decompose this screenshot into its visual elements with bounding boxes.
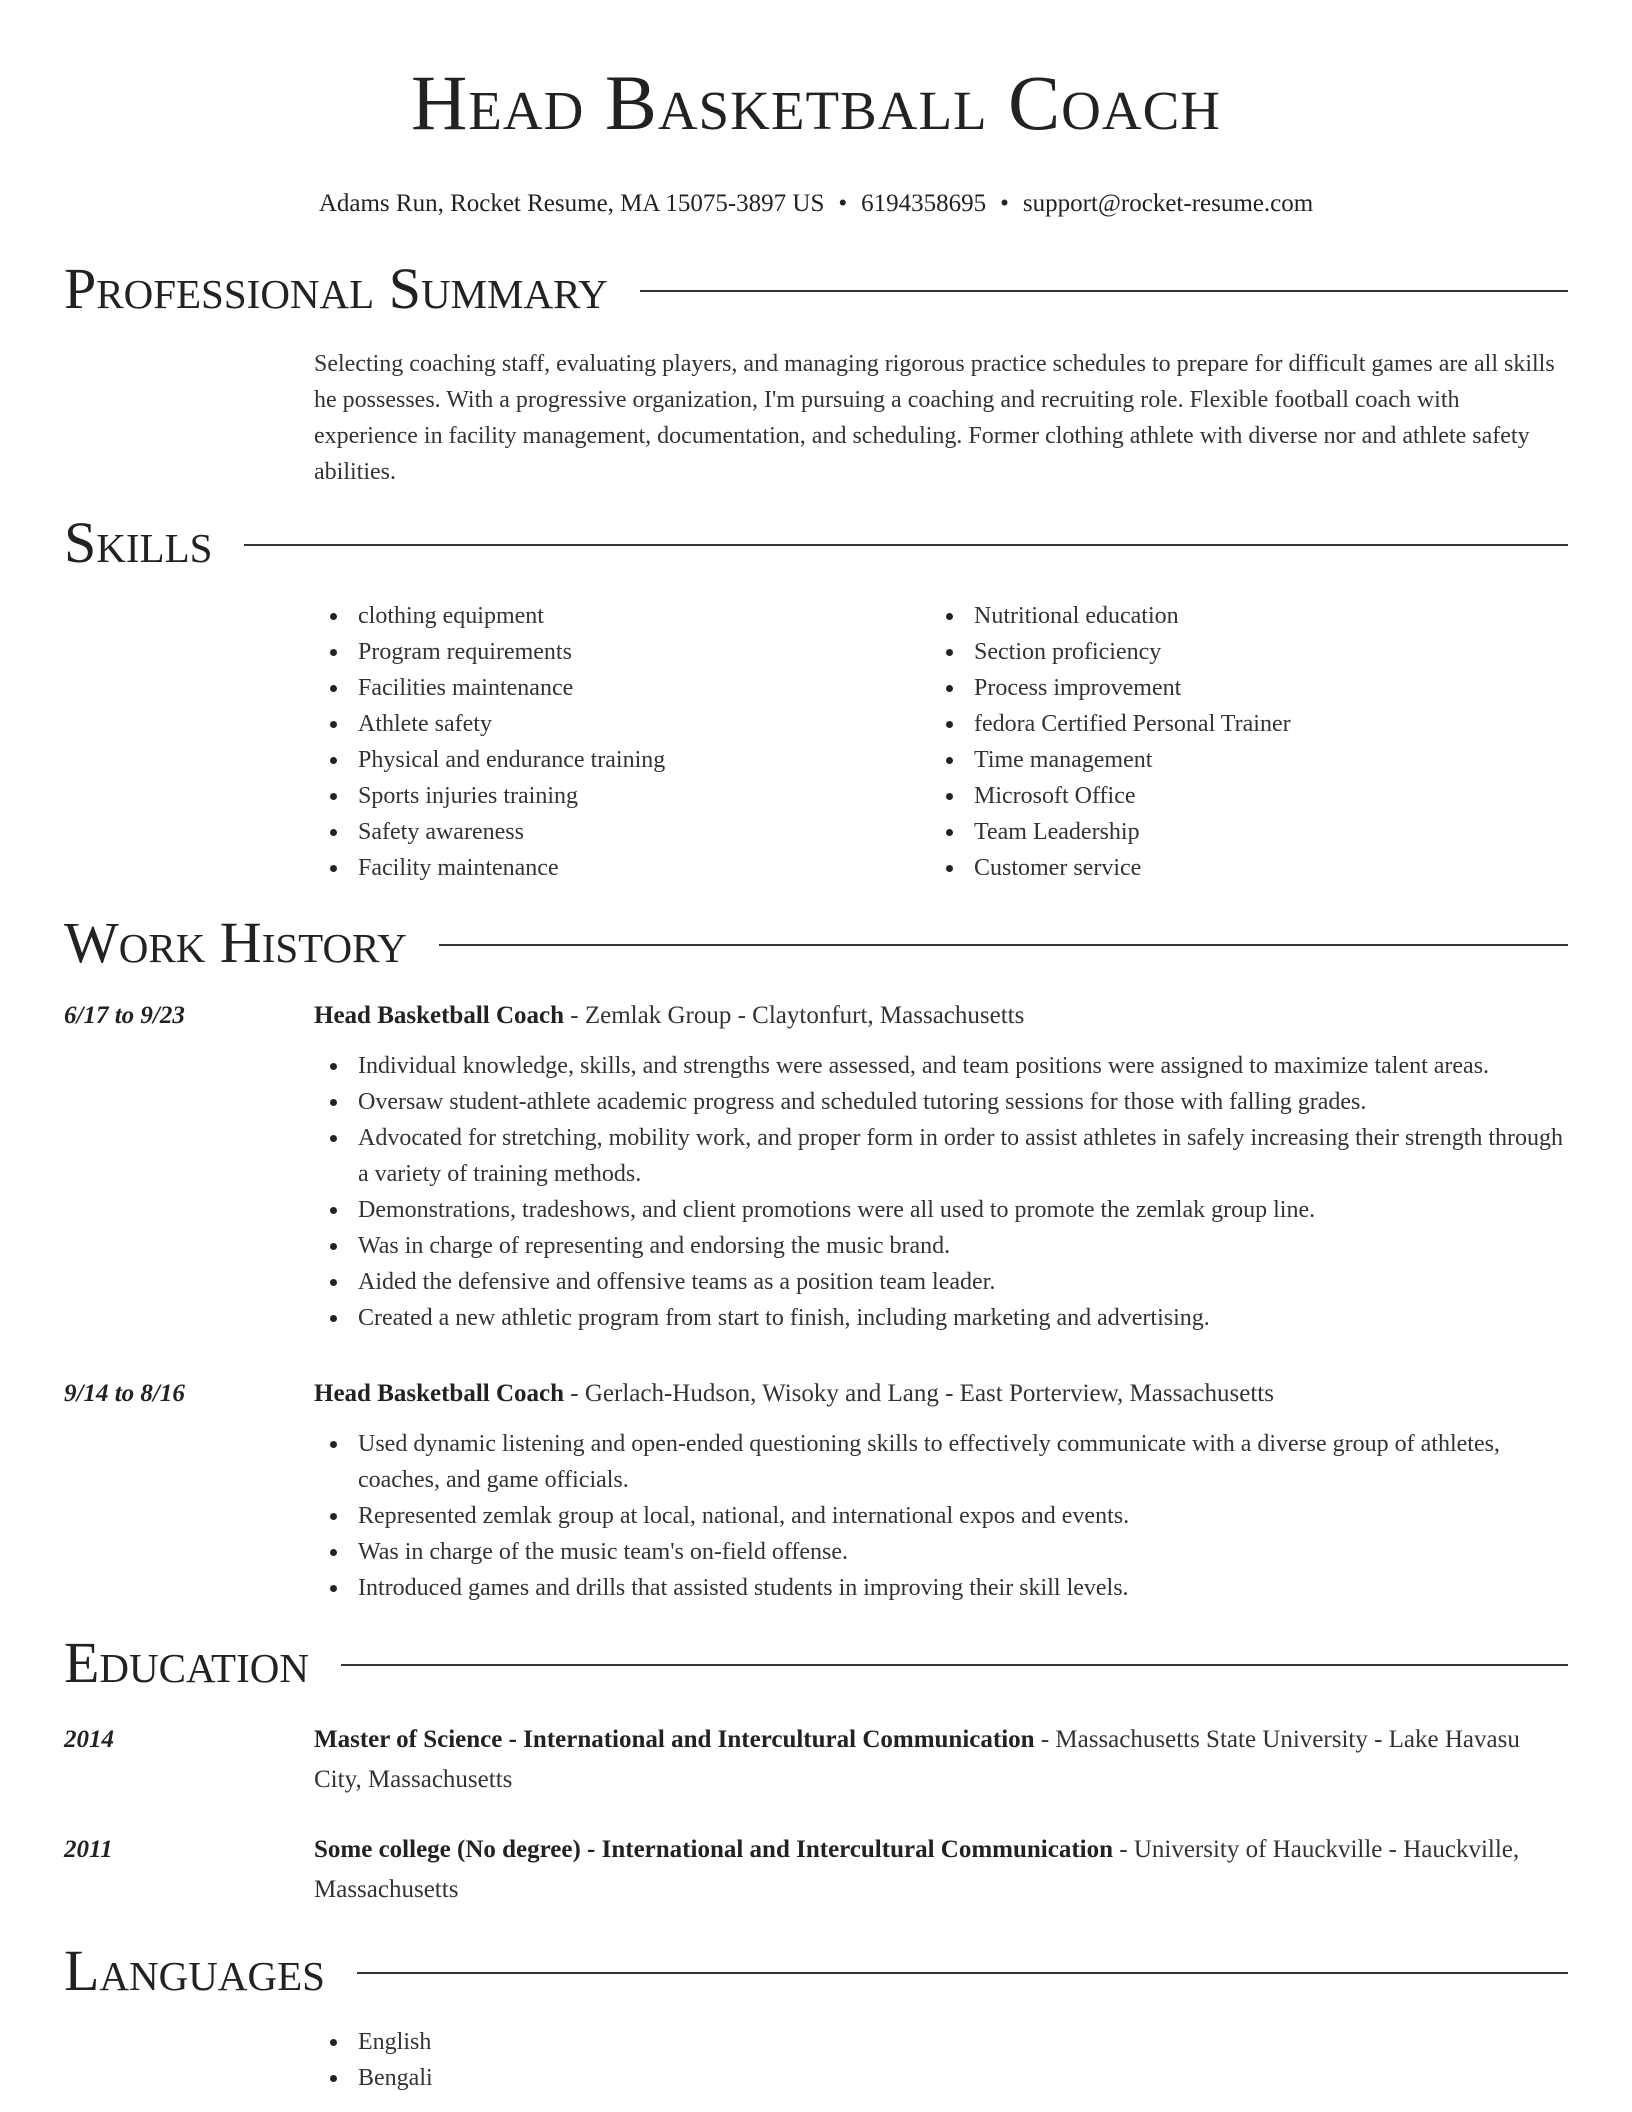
- skill-item: clothing equipment: [314, 598, 930, 634]
- skill-item: Customer service: [930, 850, 1546, 886]
- duty-item: Oversaw student-athlete academic progress and scheduled tutoring sessions for those with falling grades.: [314, 1084, 1568, 1120]
- skill-item: Athlete safety: [314, 706, 930, 742]
- skill-item: fedora Certified Personal Trainer: [930, 706, 1546, 742]
- skill-item: Facility maintenance: [314, 850, 930, 886]
- skills-list: [314, 598, 1568, 886]
- work-section-header: [64, 908, 1568, 978]
- job-title: Head Basketball Coach: [314, 1380, 565, 1407]
- duty-item: Used dynamic listening and open-ended questioning skills to effectively communicate with a diverse group of athletes, coaches, and game officials.: [314, 1426, 1568, 1498]
- job-entry: [64, 1374, 1568, 1606]
- work-history: [64, 996, 1568, 1606]
- section-title-summary: Professional Summary: [64, 256, 608, 321]
- education-line: [314, 1720, 1568, 1800]
- job-title-line: [314, 1374, 1568, 1414]
- section-divider: [640, 290, 1568, 292]
- section-divider: [357, 1972, 1568, 1974]
- education-entry: [64, 1830, 1568, 1910]
- section-divider: [244, 544, 1568, 546]
- degree: Some college (No degree) - International and Intercultural Communication: [314, 1836, 1113, 1863]
- section-title-skills: Skills: [64, 510, 213, 575]
- skill-item: Sports injuries training: [314, 778, 930, 814]
- duty-item: Aided the defensive and offensive teams as a position team leader.: [314, 1264, 1568, 1300]
- education-entry: [64, 1720, 1568, 1800]
- duty-item: Individual knowledge, skills, and strengths were assessed, and team positions were assigned to maximize talent areas.: [314, 1048, 1568, 1084]
- section-divider: [439, 944, 1568, 946]
- skill-item: Process improvement: [930, 670, 1546, 706]
- job-duties: [314, 1426, 1568, 1606]
- duty-item: Introduced games and drills that assisted students in improving their skill levels.: [314, 1570, 1568, 1606]
- email: support@rocket-resume.com: [1022, 190, 1314, 217]
- skill-item: Time management: [930, 742, 1546, 778]
- summary-section-header: [64, 254, 1568, 324]
- duty-item: Created a new athletic program from start to finish, including marketing and advertising.: [314, 1300, 1568, 1336]
- duty-item: Was in charge of the music team's on-field offense.: [314, 1534, 1568, 1570]
- job-dates: 9/14 to 8/16: [64, 1380, 185, 1407]
- skills-column-left: [314, 598, 930, 886]
- education-list: [64, 1720, 1568, 1910]
- degree: Master of Science - International and Intercultural Communication: [314, 1726, 1035, 1753]
- skills-section-header: [64, 508, 1568, 578]
- skill-item: Team Leadership: [930, 814, 1546, 850]
- section-divider: [341, 1664, 1568, 1666]
- skills-column-right: [930, 598, 1546, 886]
- duty-item: Represented zemlak group at local, national, and international expos and events.: [314, 1498, 1568, 1534]
- duty-item: Demonstrations, tradeshows, and client promotions were all used to promote the zemlak group line.: [314, 1192, 1568, 1228]
- language-item: English: [314, 2024, 1568, 2060]
- education-year: 2011: [64, 1836, 113, 1863]
- contact-line: [64, 188, 1568, 220]
- school: - University of Hauckville - Hauckville, Massachusetts: [314, 1836, 1520, 1903]
- skill-item: Safety awareness: [314, 814, 930, 850]
- job-title: Head Basketball Coach: [314, 1002, 565, 1029]
- skill-item: Section proficiency: [930, 634, 1546, 670]
- section-title-languages: Languages: [64, 1938, 325, 2003]
- skill-item: Physical and endurance training: [314, 742, 930, 778]
- phone: 6194358695: [861, 190, 987, 217]
- job-dates: 6/17 to 9/23: [64, 1002, 185, 1029]
- skill-item: Program requirements: [314, 634, 930, 670]
- address: Adams Run, Rocket Resume, MA 15075-3897 US: [318, 190, 825, 217]
- job-employer: - Gerlach-Hudson, Wisoky and Lang - East Porterview, Massachusetts: [564, 1380, 1274, 1407]
- candidate-name: Head Basketball Coach: [410, 59, 1222, 146]
- languages-section-header: [64, 1936, 1568, 2006]
- duty-item: Advocated for stretching, mobility work, and proper form in order to assist athletes in safely increasing their strength through a variety of training methods.: [314, 1120, 1568, 1192]
- job-duties: [314, 1048, 1568, 1336]
- separator-bullet: •: [838, 190, 848, 217]
- school: - Massachusetts State University - Lake Havasu City, Massachusetts: [314, 1726, 1520, 1793]
- separator-bullet: •: [1000, 190, 1009, 217]
- duty-item: Was in charge of representing and endorsing the music brand.: [314, 1228, 1568, 1264]
- skill-item: Nutritional education: [930, 598, 1546, 634]
- section-title-work: Work History: [64, 910, 407, 975]
- job-employer: - Zemlak Group - Claytonfurt, Massachusetts: [564, 1002, 1025, 1029]
- job-entry: [64, 996, 1568, 1336]
- skill-item: Microsoft Office: [930, 778, 1546, 814]
- language-item: Bengali: [314, 2060, 1568, 2096]
- education-section-header: [64, 1628, 1568, 1698]
- section-title-education: Education: [64, 1630, 309, 1695]
- education-year: 2014: [64, 1726, 114, 1753]
- job-title-line: [314, 996, 1568, 1036]
- languages-list: [314, 2024, 1568, 2096]
- education-line: [314, 1830, 1568, 1910]
- skill-item: Facilities maintenance: [314, 670, 930, 706]
- summary-text: Selecting coaching staff, evaluating players, and managing rigorous practice schedules to prepare for difficult games are all skills he possesses. With a progressive organization, I'm pursuing a coaching and recruiting role. Flexible football coach with experience in facility management, documentation, and scheduling. Former clothing athlete with diverse nor and athlete safety abilities.: [314, 351, 1555, 485]
